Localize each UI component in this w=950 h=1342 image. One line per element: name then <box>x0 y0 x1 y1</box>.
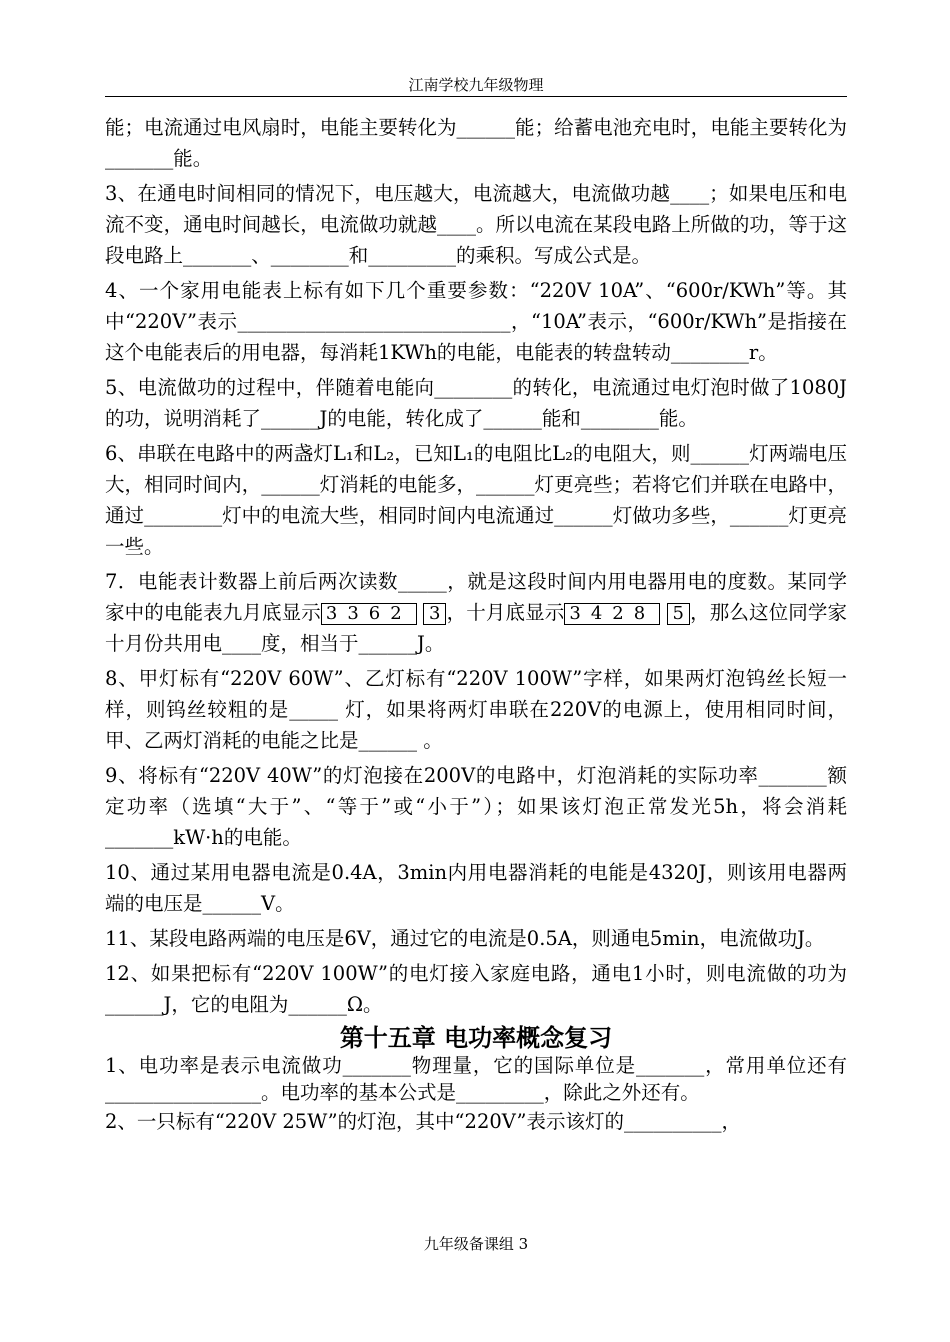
question-11: 11、某段电路两端的电压是6V，通过它的电流是0.5A，则通电5min，电流做功J。 <box>105 927 825 950</box>
page-header: 江南学校九年级物理 <box>408 76 544 94</box>
chapter-question-1: 1、电功率是表示电流做功_______物理量，它的国际单位是_______，常用单位还有________________。电功率的基本公式是_________，除此之外还有。 <box>105 1054 847 1104</box>
meter-reading-september-decimal: 3 <box>423 603 446 625</box>
chapter-question-2: 2、一只标有“220V 25W”的灯泡，其中“220V”表示该灯的__________， <box>105 1110 742 1133</box>
meter-reading-october-decimal: 5 <box>667 603 690 625</box>
question-9: 9、将标有“220V 40W”的灯泡接在200V的电路中，灯泡消耗的实际功率_______额定功率（选填“大于”、“等于”或“小于”）；如果该灯泡正常发光5h，将会消耗_______kW·h的电能。 <box>105 764 847 849</box>
question-10: 10、通过某用电器电流是0.4A，3min内用电器消耗的电能是4320J，则该用电器两端的电压是______V。 <box>105 861 847 915</box>
question-3: 3、在通电时间相同的情况下，电压越大，电流越大，电流做功越____；如果电压和电流不变，通电时间越长，电流做功就越____。所以电流在某段电路上所做的功，等于这段电路上_______、________和_________的乘积。写成公式是。 <box>105 182 847 267</box>
meter-reading-september-digits: 3362 <box>321 603 417 625</box>
question-7-part-3: ，那么这位同学家十月份共用电____度，相当于______J。 <box>105 601 847 655</box>
page-footer: 九年级备课组 3 <box>423 1235 529 1253</box>
meter-reading-october-digits: 3428 <box>564 603 660 625</box>
question-8: 8、甲灯标有“220V 60W”、乙灯标有“220V 100W”字样，如果两灯泡钨丝长短一样，则钨丝较粗的是_____ 灯，如果将两灯串联在220V的电源上，使用相同时间，甲、乙两灯消耗的电能之比是______ 。 <box>105 667 847 752</box>
question-12: 12、如果把标有“220V 100W”的电灯接入家庭电路，通电1小时，则电流做的功为______J，它的电阻为______Ω。 <box>105 962 847 1016</box>
question-7-part-1: 7．电能表计数器上前后两次读数_____，就是这段时间内用电器用电的度数。某同学家中的电能表九月底显示 <box>105 570 847 624</box>
question-6: 6、串联在电路中的两盏灯L₁和L₂，已知L₁的电阻比L₂的电阻大，则______灯两端电压大，相同时间内，______灯消耗的电能多，______灯更亮些；若将它们并联在电路中，通过________灯中的电流大些，相同时间内电流通过______灯做功多些，______灯更亮一些。 <box>105 442 847 558</box>
header-rule <box>105 96 847 97</box>
paragraph-continuation: 能；电流通过电风扇时，电能主要转化为______能；给蓄电池充电时，电能主要转化为_______能。 <box>105 116 847 170</box>
question-4: 4、一个家用电能表上标有如下几个重要参数：“220V 10A”、“600r/KWh”等。其中“220V”表示____________________________，“10A”表示，“600r/KWh”是指接在这个电能表后的用电器，每消耗1KWh的电能，电能表的转盘转动________r。 <box>105 279 847 364</box>
question-7-part-2: ，十月底显示 <box>446 601 565 624</box>
document-body <box>105 112 847 1137</box>
question-5: 5、电流做功的过程中，伴随着电能向________的转化，电流通过电灯泡时做了1080J的功，说明消耗了______J的电能，转化成了______能和________能。 <box>105 376 847 430</box>
chapter-title: 第十五章 电功率概念复习 <box>339 1024 613 1052</box>
question-7 <box>105 566 847 659</box>
